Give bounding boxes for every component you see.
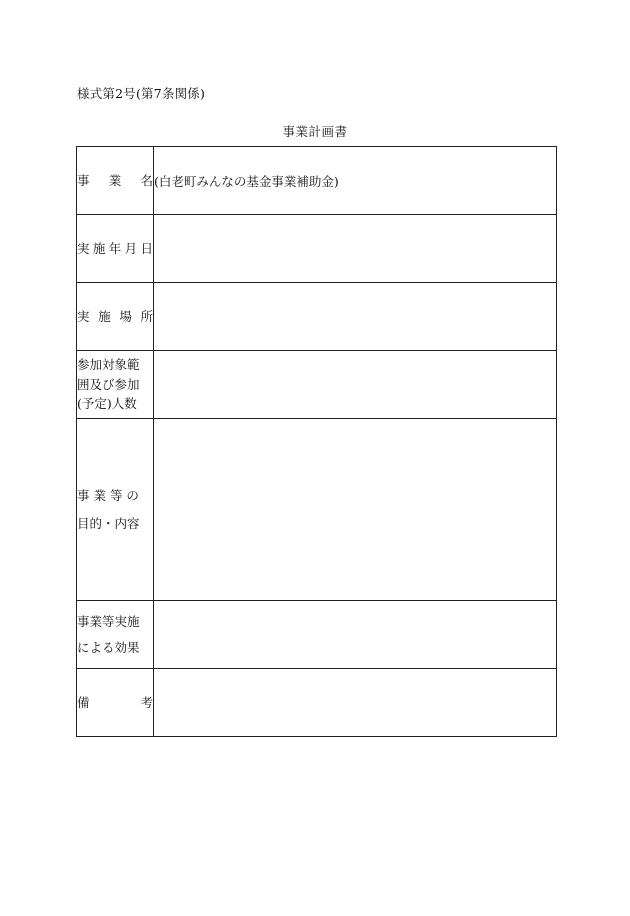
table-row-project-name bbox=[77, 147, 557, 215]
label-line bbox=[77, 355, 153, 375]
label-line-text: (予定)人数 bbox=[77, 396, 137, 412]
value-location[interactable] bbox=[154, 283, 557, 351]
plan-table bbox=[76, 146, 557, 737]
table-row-date bbox=[77, 215, 557, 283]
value-participants[interactable] bbox=[154, 351, 557, 419]
label-line: 事 業 等 の bbox=[77, 487, 139, 503]
table-row-effect bbox=[77, 601, 557, 669]
label-char: 備 bbox=[77, 694, 90, 710]
label-line-text: 参加対象範 bbox=[77, 357, 140, 373]
label-line: による効果 bbox=[77, 639, 140, 655]
label-char: 考 bbox=[140, 694, 153, 710]
label-char: 年 bbox=[108, 240, 122, 256]
label-char: 業 bbox=[108, 172, 122, 188]
label-char: 施 bbox=[92, 240, 106, 256]
label-effect bbox=[77, 601, 154, 669]
label-location bbox=[77, 283, 154, 351]
form-number: 様式第2号(第7条関係) bbox=[77, 86, 206, 101]
label-purpose bbox=[77, 419, 154, 601]
label-char: 名 bbox=[140, 172, 153, 188]
label-char: 実 bbox=[77, 308, 90, 324]
label-char: 所 bbox=[140, 308, 153, 324]
subsidy-name-note: (白老町みんなの基金事業補助金) bbox=[154, 173, 339, 189]
table-row-remarks bbox=[77, 669, 557, 737]
label-line: 事業等実施 bbox=[77, 613, 140, 629]
document-title: 事業計画書 bbox=[282, 124, 348, 139]
label-char: 実 bbox=[77, 240, 90, 256]
label-date bbox=[77, 215, 154, 283]
value-project-name[interactable] bbox=[154, 147, 557, 215]
label-char: 日 bbox=[140, 240, 153, 256]
label-char: 事 bbox=[77, 172, 90, 188]
table-row-location bbox=[77, 283, 557, 351]
label-remarks bbox=[77, 669, 154, 737]
label-line-text: 囲及び参加 bbox=[77, 376, 140, 392]
label-project-name bbox=[77, 147, 154, 215]
table-row-purpose bbox=[77, 419, 557, 601]
value-purpose[interactable] bbox=[154, 419, 557, 601]
label-char: 施 bbox=[98, 308, 111, 324]
value-remarks[interactable] bbox=[154, 669, 557, 737]
label-line: 目的・内容 bbox=[77, 515, 140, 531]
label-char: 月 bbox=[124, 240, 138, 256]
table-row-participants bbox=[77, 351, 557, 419]
label-line bbox=[77, 375, 153, 395]
label-line bbox=[77, 394, 153, 414]
label-char: 場 bbox=[119, 308, 132, 324]
value-date[interactable] bbox=[154, 215, 557, 283]
value-effect[interactable] bbox=[154, 601, 557, 669]
label-participants bbox=[77, 351, 154, 419]
